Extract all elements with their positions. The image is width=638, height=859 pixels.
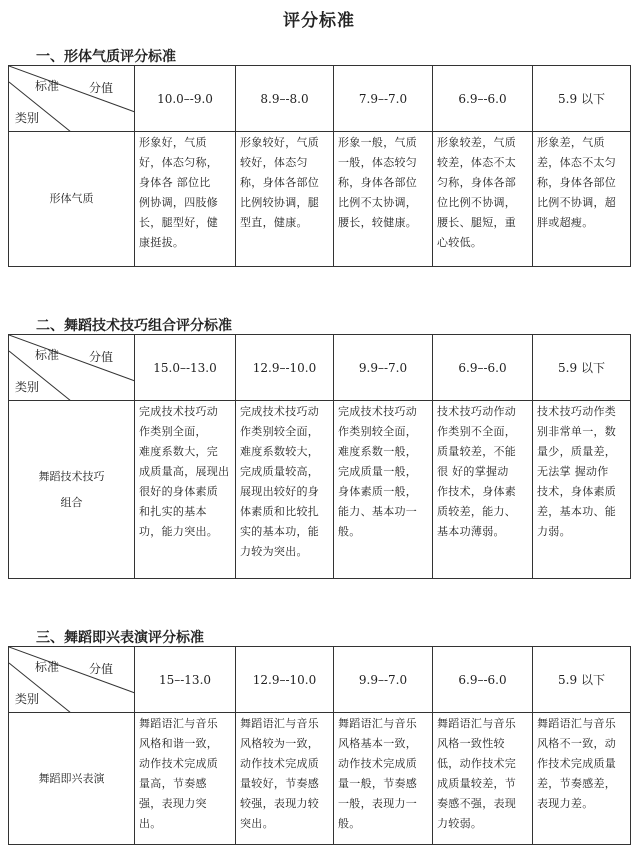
criteria-row (9, 713, 631, 845)
criteria-line: 称，身体各部位 (537, 176, 617, 189)
criteria-line: 形象好，气质 (139, 136, 207, 149)
category-cell (9, 401, 135, 579)
criteria-line: 形象较差，气质 (437, 136, 517, 149)
criteria-line: 表现力差。 (537, 797, 594, 810)
header-row (9, 647, 631, 713)
criteria-line: 完成技术技巧动 (139, 405, 219, 418)
criteria-line: 称，身体各部位 (338, 176, 418, 189)
criteria-line: 作类别较全面， (240, 425, 320, 438)
criteria-line: 动作技术完成质 (240, 757, 320, 770)
criteria-line: 难度系数大，完 (139, 445, 219, 458)
corner-category-label: 类别 (15, 380, 40, 394)
criteria-line: 舞蹈语汇与音乐 (537, 717, 617, 730)
criteria-cell (135, 132, 236, 267)
criteria-line: 腰长，较健康。 (338, 216, 418, 229)
criteria-line: 般。 (338, 817, 361, 830)
criteria-line: 比例不协调，超 (537, 196, 617, 209)
criteria-line: 别非常单一，数 (537, 425, 617, 438)
criteria-line: 差，体态不太匀 (537, 156, 617, 169)
corner-standard-label: 标准 (35, 660, 60, 674)
score-range: 5.9 以下 (533, 66, 631, 132)
criteria-line: 腰长、腿短，重 (437, 216, 517, 229)
score-range: 15.0–-13.0 (135, 335, 236, 401)
corner-cell (9, 335, 135, 401)
criteria-line: 动作技术完成质 (338, 757, 418, 770)
corner-score-label: 分值 (89, 81, 114, 95)
header-row (9, 66, 631, 132)
criteria-line: 低，动作技术完 (437, 757, 517, 770)
criteria-line: 奏感不强，表现 (437, 797, 517, 810)
criteria-line: 技术技巧动作动 (437, 405, 517, 418)
criteria-line: 技术，身体素质 (537, 485, 617, 498)
section-2-title: 二、舞蹈技术技巧组合评分标准 (36, 318, 232, 334)
criteria-line: 型直，健康。 (240, 216, 308, 229)
score-range: 6.9–-6.0 (433, 647, 533, 713)
criteria-line: 例协调，四肢修 (139, 196, 219, 209)
criteria-line: 差，节奏感差， (537, 777, 617, 790)
criteria-line: 比例较协调，腿 (240, 196, 320, 209)
criteria-line: 身体各 部位比 (139, 176, 211, 189)
criteria-line: 一般，体态较匀 (338, 156, 418, 169)
criteria-line: 风格基本一致， (338, 737, 418, 750)
criteria-line: 无法掌 握动作 (537, 465, 609, 478)
form-temperament-table (8, 65, 631, 267)
criteria-line: 力弱。 (537, 525, 571, 538)
corner-category-label: 类别 (15, 692, 40, 706)
section-1-title: 一、形体气质评分标准 (36, 49, 176, 65)
criteria-line: 出。 (139, 817, 162, 830)
criteria-line: 作类别不全面， (437, 425, 517, 438)
dance-improvisation-table (8, 646, 631, 845)
criteria-line: 完成技术技巧动 (240, 405, 320, 418)
criteria-line: 量较好，节奏感 (240, 777, 320, 790)
criteria-line: 作类别较全面， (338, 425, 418, 438)
criteria-line: 康挺拔。 (139, 236, 185, 249)
criteria-line: 胖或超瘦。 (537, 216, 594, 229)
criteria-line: 作技术，身体素 (437, 485, 517, 498)
criteria-cell (236, 132, 334, 267)
category-line: 舞蹈即兴表演 (38, 771, 105, 785)
criteria-line: 作类别全面， (139, 425, 207, 438)
criteria-line: 成质量较差，节 (437, 777, 517, 790)
criteria-cell (135, 713, 236, 845)
criteria-line: 风格不一致，动 (537, 737, 617, 750)
criteria-line: 和扎实的基本 (139, 505, 207, 518)
criteria-line: 舞蹈语汇与音乐 (437, 717, 517, 730)
criteria-line: 舞蹈语汇与音乐 (338, 717, 418, 730)
criteria-line: 力较为突出。 (240, 545, 308, 558)
criteria-cell (533, 713, 631, 845)
criteria-cell (334, 713, 433, 845)
dance-technique-table (8, 334, 631, 579)
criteria-line: 风格较为一致， (240, 737, 320, 750)
score-range: 6.9–-6.0 (433, 335, 533, 401)
criteria-line: 位比例不协调， (437, 196, 517, 209)
criteria-line: 较强，表现力较 (240, 797, 320, 810)
header-row (9, 335, 631, 401)
criteria-line: 基本功薄弱。 (437, 525, 505, 538)
category-line: 形体气质 (49, 192, 94, 205)
corner-score-label: 分值 (89, 662, 114, 676)
criteria-line: 形象一般，气质 (338, 136, 418, 149)
corner-score-label: 分值 (89, 350, 114, 364)
criteria-cell (433, 401, 533, 579)
score-range: 5.9 以下 (533, 647, 631, 713)
criteria-line: 很好的身体素质 (139, 485, 219, 498)
criteria-line: 成质量高，展现出 (139, 465, 230, 478)
corner-standard-label: 标准 (35, 348, 60, 362)
page-title: 评分标准 (283, 11, 355, 31)
criteria-line: 差，基本功、能 (537, 505, 617, 518)
criteria-line: 动作技术完成质 (139, 757, 219, 770)
criteria-line: 一般，表现力一 (338, 797, 418, 810)
criteria-line: 突出。 (240, 817, 274, 830)
criteria-line: 质较差，能力、 (437, 505, 517, 518)
category-line: 舞蹈技术技巧 (38, 469, 105, 483)
criteria-line: 较好，体态匀 (240, 156, 308, 169)
score-range: 12.9–-10.0 (236, 335, 334, 401)
corner-standard-label: 标准 (35, 79, 60, 93)
criteria-line: 好，体态匀称， (139, 156, 219, 169)
criteria-cell (533, 401, 631, 579)
criteria-line: 风格一致性较 (437, 737, 505, 750)
criteria-line: 舞蹈语汇与音乐 (139, 717, 219, 730)
criteria-line: 匀称，身体各部 (437, 176, 517, 189)
criteria-line: 作技术完成质量 (537, 757, 617, 770)
score-range: 9.9–-7.0 (334, 335, 433, 401)
criteria-cell (533, 132, 631, 267)
criteria-cell (334, 401, 433, 579)
criteria-line: 能力、基本功一 (338, 505, 418, 518)
criteria-line: 称，身体各部位 (240, 176, 320, 189)
criteria-line: 强，表现力突 (139, 797, 207, 810)
score-range: 5.9 以下 (533, 335, 631, 401)
criteria-line: 很 好的掌握动 (437, 465, 509, 478)
section-3-title: 三、舞蹈即兴表演评分标准 (36, 630, 204, 646)
score-range: 7.9–-7.0 (334, 66, 433, 132)
score-range: 12.9–-10.0 (236, 647, 334, 713)
criteria-line: 力较弱。 (437, 817, 483, 830)
score-range: 6.9–-6.0 (433, 66, 533, 132)
criteria-line: 完成质量较高， (240, 465, 320, 478)
criteria-line: 量少，质量差， (537, 445, 617, 458)
criteria-line: 质量较差，不能 (437, 445, 517, 458)
category-line: 组合 (60, 495, 83, 509)
criteria-cell (334, 132, 433, 267)
criteria-line: 长，腿型好，健 (139, 216, 219, 229)
criteria-line: 形象较好，气质 (240, 136, 320, 149)
category-cell (9, 713, 135, 845)
criteria-line: 般。 (338, 525, 361, 538)
criteria-line: 形象差，气质 (537, 136, 605, 149)
criteria-line: 比例不太协调， (338, 196, 418, 209)
score-range: 15–-13.0 (135, 647, 236, 713)
criteria-cell (135, 401, 236, 579)
criteria-line: 体素质和比较扎 (240, 505, 320, 518)
criteria-line: 舞蹈语汇与音乐 (240, 717, 320, 730)
criteria-line: 量高，节奏感 (139, 777, 207, 790)
criteria-line: 展现出较好的身 (240, 485, 320, 498)
corner-cell (9, 66, 135, 132)
criteria-line: 难度系数较大， (240, 445, 320, 458)
criteria-row (9, 401, 631, 579)
category-cell (9, 132, 135, 267)
score-range: 10.0–-9.0 (135, 66, 236, 132)
criteria-cell (236, 401, 334, 579)
criteria-line: 心较低。 (437, 236, 483, 249)
corner-category-label: 类别 (15, 111, 40, 125)
score-range: 8.9–-8.0 (236, 66, 334, 132)
criteria-cell (433, 132, 533, 267)
criteria-line: 技术技巧动作类 (537, 405, 617, 418)
criteria-cell (236, 713, 334, 845)
criteria-line: 完成质量一般， (338, 465, 418, 478)
criteria-line: 较差，体态不太 (437, 156, 517, 169)
corner-cell (9, 647, 135, 713)
criteria-cell (433, 713, 533, 845)
criteria-line: 功，能力突出。 (139, 525, 219, 538)
criteria-line: 量一般，节奏感 (338, 777, 418, 790)
score-range: 9.9–-7.0 (334, 647, 433, 713)
criteria-line: 实的基本功，能 (240, 525, 320, 538)
criteria-line: 完成技术技巧动 (338, 405, 418, 418)
criteria-line: 风格和谐一致， (139, 737, 219, 750)
criteria-line: 难度系数一般， (338, 445, 418, 458)
criteria-line: 身体素质一般， (338, 485, 418, 498)
criteria-row (9, 132, 631, 267)
